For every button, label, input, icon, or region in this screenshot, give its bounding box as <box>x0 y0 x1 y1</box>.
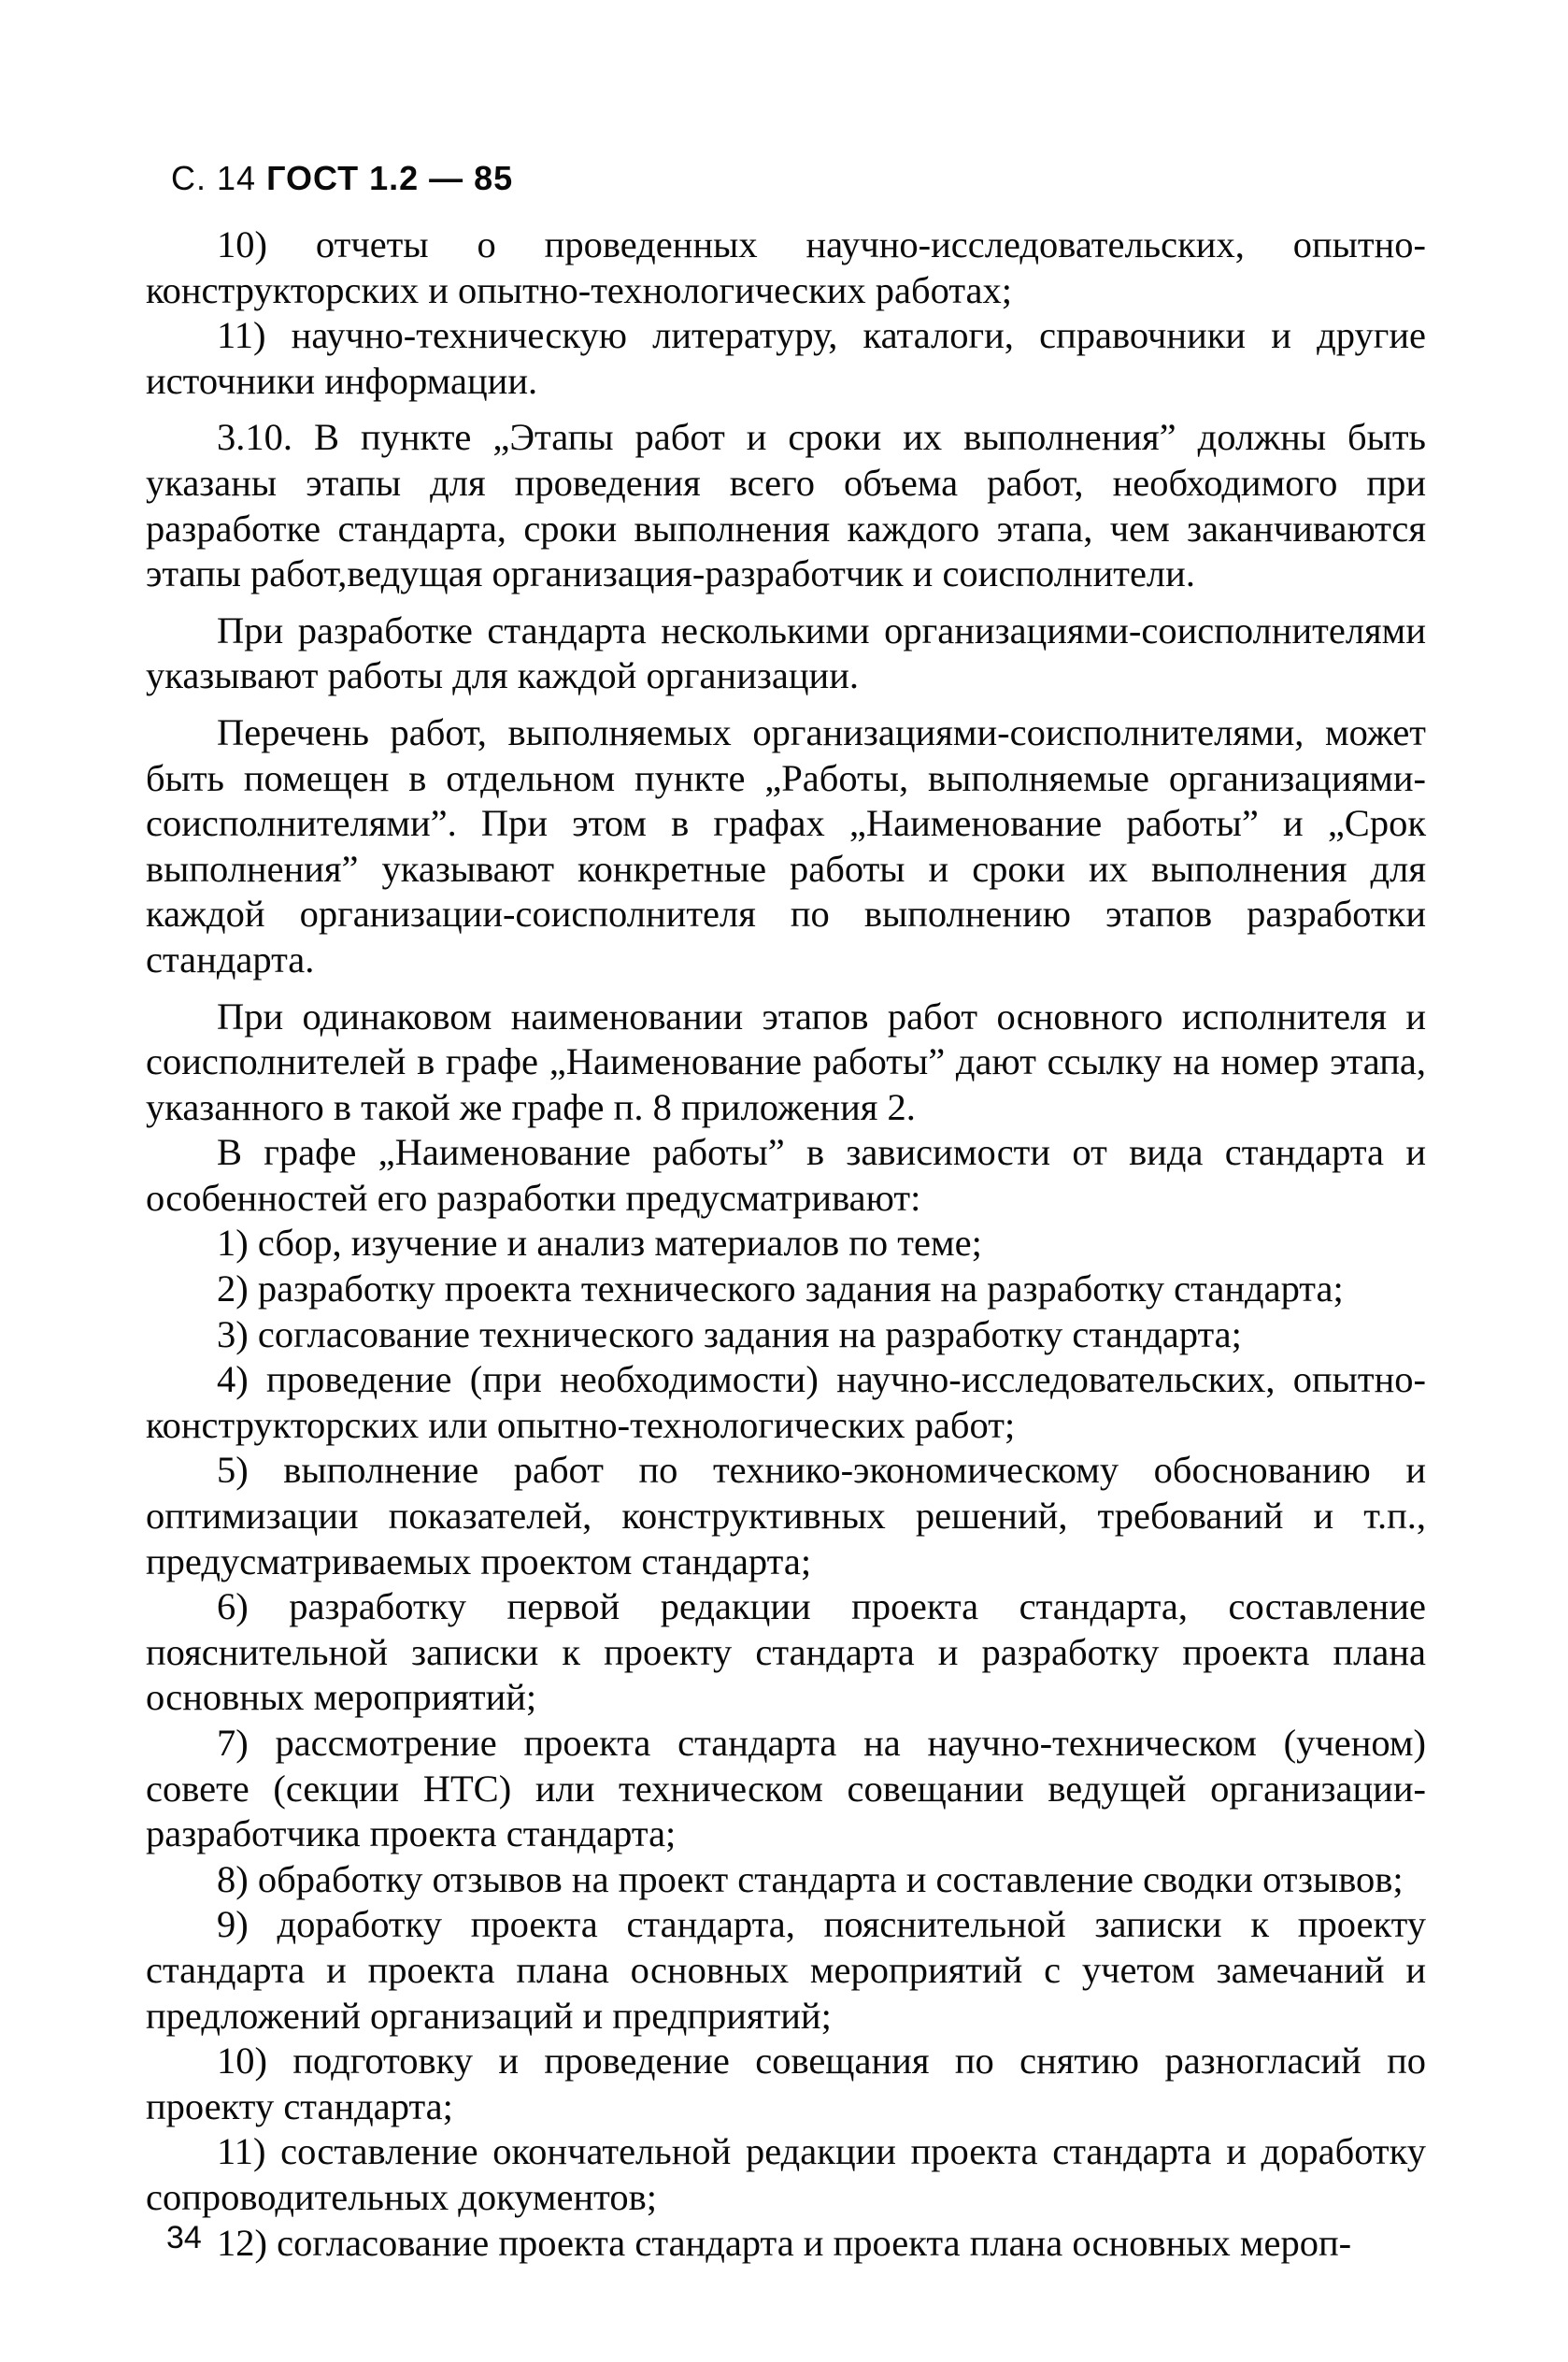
clause-3-10: 3.10. В пункте „Этапы работ и сроки их выполнения” должны быть указаны этапы для проведения всего объема работ, необходимого при разработке стандарта, сроки выполнения каждого этапа, чем заканчиваются этапы работ,ведущая организация-разработчик и соисполнители. <box>146 416 1426 595</box>
page-reference: С. 14 <box>171 159 257 197</box>
list-item-8: 8) обработку отзывов на проект стандарта и составление сводки отзывов; <box>217 1857 1404 1900</box>
list-item-6: 6) разработку первой редакции проекта стандарта, составление пояснительной записки к проекту стандарта и разработку проекта плана основных мероприятий; <box>146 1585 1426 1719</box>
list-item-11-literature: 11) научно-техническую литературу, каталоги, справочники и другие источники информации. <box>146 314 1426 402</box>
list-item-3: 3) согласование технического задания на разработку стандарта; <box>217 1312 1242 1355</box>
list-item-2: 2) разработку проекта технического задания на разработку стандарта; <box>217 1267 1344 1310</box>
list-item-5: 5) выполнение работ по технико-экономическому обоснованию и оптимизации показателей, конструктивных решений, требований и т.п., предусматриваемых проектом стандарта; <box>146 1449 1426 1582</box>
running-header <box>171 159 513 198</box>
list-item-10: 10) подготовку и проведение совещания по снятию разногласий по проекту стандарта; <box>146 2040 1426 2127</box>
body-text <box>146 222 1426 2266</box>
page-number: 34 <box>166 2220 202 2255</box>
list-item-4: 4) проведение (при необходимости) научно-исследовательских, опытно-конструкторских или опытно-технологических работ; <box>146 1358 1426 1446</box>
list-item-9: 9) доработку проекта стандарта, пояснительной записки к проекту стандарта и проекта плана основных мероприятий с учетом замечаний и предложений организаций и предприятий; <box>146 1903 1426 2037</box>
paragraph-same-stage-names: При одинаковом наименовании этапов работ основного исполнителя и соисполнителей в графе „Наименование работы” дают ссылку на номер этапа, указанного в такой же графе п. 8 приложения 2. <box>146 995 1426 1128</box>
paragraph-co-executors: При разработке стандарта несколькими организациями-соисполнителями указывают работы для каждой организации. <box>146 608 1426 697</box>
paragraph-work-list: Перечень работ, выполняемых организациями-соисполнителями, может быть помещен в отдельном пункте „Работы, выполняемые организациями-соисполнителями”. При этом в графах „Наименование работы” и „Срок выполнения” указывают конкретные работы и сроки их выполнения для каждой организации-соисполнителя по выполнению этапов разработки стандарта. <box>146 710 1426 981</box>
list-item-11: 11) составление окончательной редакции проекта стандарта и доработку сопроводительных документов; <box>146 2130 1426 2218</box>
list-item-1: 1) сбор, изучение и анализ материалов по теме; <box>217 1222 982 1265</box>
paragraph-work-name-column: В графе „Наименование работы” в зависимости от вида стандарта и особенностей его разработки предусматривают: <box>146 1131 1426 1219</box>
list-item-7: 7) рассмотрение проекта стандарта на научно-техническом (ученом) совете (секции НТС) или техническом совещании ведущей организации-разработчика проекта стандарта; <box>146 1722 1426 1855</box>
list-item-10-reports: 10) отчеты о проведенных научно-исследовательских, опытно-конструкторских и опытно-технологических работах; <box>146 223 1426 311</box>
list-item-12: 12) согласование проекта стандарта и проекта плана основных мероп- <box>217 2221 1352 2264</box>
standard-designation: ГОСТ 1.2 — 85 <box>266 159 514 197</box>
